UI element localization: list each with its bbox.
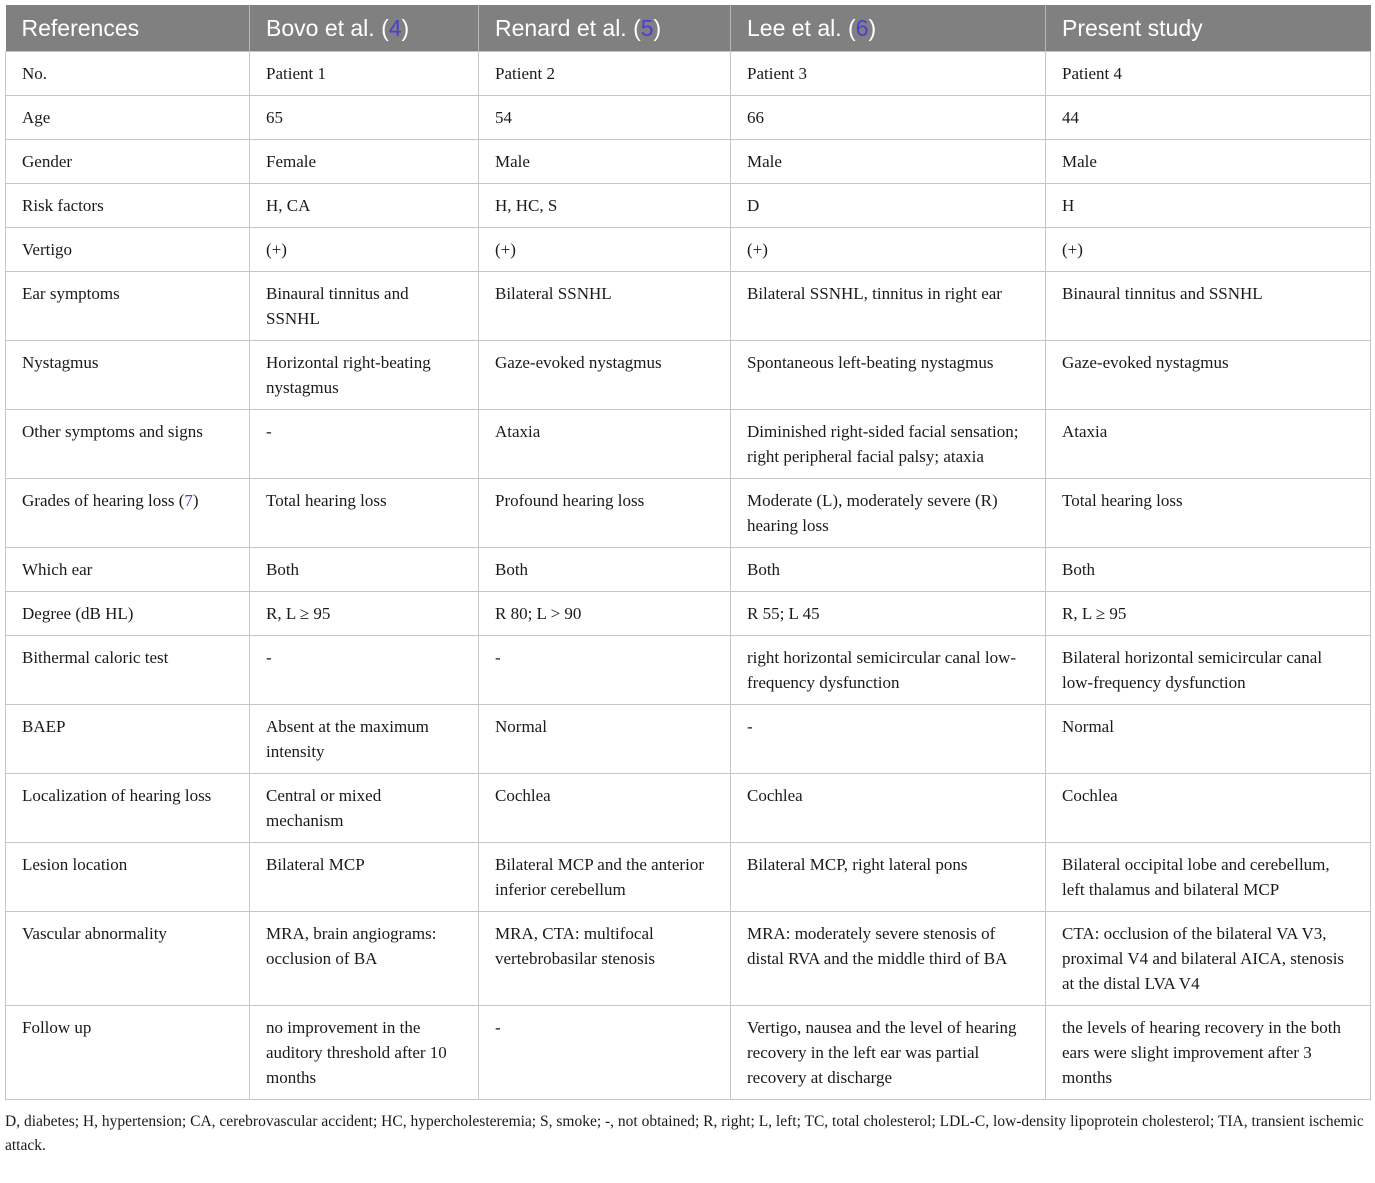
table-cell: Bilateral SSNHL, tinnitus in right ear: [731, 272, 1046, 341]
table-cell: CTA: occlusion of the bilateral VA V3, proximal V4 and bilateral AICA, stenosis at the distal LVA V4: [1046, 912, 1371, 1006]
table-row: [6, 52, 1371, 96]
table-cell: -: [250, 410, 479, 479]
table-cell: (+): [731, 228, 1046, 272]
table-cell: Cochlea: [1046, 774, 1371, 843]
case-comparison-table: [5, 5, 1371, 1100]
table-cell: Horizontal right-beating nystagmus: [250, 341, 479, 410]
row-label: Follow up: [6, 1006, 250, 1100]
table-cell: (+): [250, 228, 479, 272]
table-cell: R 55; L 45: [731, 592, 1046, 636]
table-cell: Patient 3: [731, 52, 1046, 96]
row-label: Degree (dB HL): [6, 592, 250, 636]
table-cell: Bilateral horizontal semicircular canal low-frequency dysfunction: [1046, 636, 1371, 705]
row-label: Ear symptoms: [6, 272, 250, 341]
table-cell: Ataxia: [479, 410, 731, 479]
grades-label: Grades of hearing loss (: [22, 491, 185, 510]
row-label: Lesion location: [6, 843, 250, 912]
row-label: Risk factors: [6, 184, 250, 228]
table-cell: Moderate (L), moderately severe (R) hearing loss: [731, 479, 1046, 548]
table-cell: Bilateral MCP, right lateral pons: [731, 843, 1046, 912]
table-cell: Binaural tinnitus and SSNHL: [250, 272, 479, 341]
lee-close-paren: ): [868, 14, 877, 41]
table-container: [5, 5, 1370, 1158]
header-lee: [731, 5, 1046, 52]
table-cell: MRA, brain angiograms: occlusion of BA: [250, 912, 479, 1006]
row-label-grades: [6, 479, 250, 548]
table-row: [6, 140, 1371, 184]
table-row: [6, 774, 1371, 843]
table-cell: 54: [479, 96, 731, 140]
table-cell: Both: [479, 548, 731, 592]
grades-close-paren: ): [192, 491, 199, 510]
row-label: No.: [6, 52, 250, 96]
row-label: Vascular abnormality: [6, 912, 250, 1006]
table-row: [6, 1006, 1371, 1100]
lee-citation-link[interactable]: 6: [855, 14, 869, 41]
row-label: Which ear: [6, 548, 250, 592]
bovo-citation-link[interactable]: 4: [388, 14, 402, 41]
table-cell: Male: [731, 140, 1046, 184]
table-cell: H, HC, S: [479, 184, 731, 228]
table-cell: D: [731, 184, 1046, 228]
table-row: [6, 912, 1371, 1006]
table-row: [6, 636, 1371, 705]
renard-citation-link[interactable]: 5: [640, 14, 654, 41]
row-label: Bithermal caloric test: [6, 636, 250, 705]
table-cell: -: [731, 705, 1046, 774]
bovo-close-paren: ): [401, 14, 410, 41]
table-cell: Gaze-evoked nystagmus: [1046, 341, 1371, 410]
table-header-row: [6, 5, 1371, 52]
table-cell: 65: [250, 96, 479, 140]
table-cell: -: [250, 636, 479, 705]
table-footnote: D, diabetes; H, hypertension; CA, cerebrovascular accident; HC, hypercholesteremia; S, smoke; -, not obtained; R, right; L, left; TC, total cholesterol; LDL-C, low-density lipoprotein cholesterol; TIA, transient ischemic attack.: [5, 1113, 1364, 1154]
header-renard: [479, 5, 731, 52]
table-cell: Female: [250, 140, 479, 184]
table-cell: Absent at the maximum intensity: [250, 705, 479, 774]
table-cell: 66: [731, 96, 1046, 140]
table-cell: Bilateral MCP and the anterior inferior cerebellum: [479, 843, 731, 912]
table-cell: Bilateral SSNHL: [479, 272, 731, 341]
header-references: [6, 5, 250, 52]
table-cell: Vertigo, nausea and the level of hearing recovery in the left ear was partial recovery at discharge: [731, 1006, 1046, 1100]
table-cell: Cochlea: [479, 774, 731, 843]
row-label: BAEP: [6, 705, 250, 774]
table-cell: R, L ≥ 95: [1046, 592, 1371, 636]
table-cell: Gaze-evoked nystagmus: [479, 341, 731, 410]
header-present-label: Present study: [1062, 14, 1203, 41]
table-cell: Bilateral occipital lobe and cerebellum, left thalamus and bilateral MCP: [1046, 843, 1371, 912]
table-row: [6, 705, 1371, 774]
table-row: [6, 592, 1371, 636]
table-cell: Spontaneous left-beating nystagmus: [731, 341, 1046, 410]
table-cell: right horizontal semicircular canal low-frequency dysfunction: [731, 636, 1046, 705]
table-cell: Male: [479, 140, 731, 184]
table-row: [6, 410, 1371, 479]
row-label: Other symptoms and signs: [6, 410, 250, 479]
table-cell: MRA: moderately severe stenosis of distal RVA and the middle third of BA: [731, 912, 1046, 1006]
table-cell: Total hearing loss: [250, 479, 479, 548]
table-cell: Patient 1: [250, 52, 479, 96]
table-row: [6, 228, 1371, 272]
table-row: [6, 184, 1371, 228]
table-cell: (+): [479, 228, 731, 272]
table-cell: Both: [1046, 548, 1371, 592]
table-cell: Total hearing loss: [1046, 479, 1371, 548]
table-row: [6, 341, 1371, 410]
grades-citation-link[interactable]: 7: [184, 491, 193, 510]
table-cell: Central or mixed mechanism: [250, 774, 479, 843]
header-bovo-label: Bovo et al. (: [266, 14, 389, 41]
table-cell: 44: [1046, 96, 1371, 140]
table-cell: (+): [1046, 228, 1371, 272]
table-cell: Patient 2: [479, 52, 731, 96]
table-cell: Bilateral MCP: [250, 843, 479, 912]
row-label: Nystagmus: [6, 341, 250, 410]
table-cell: Both: [250, 548, 479, 592]
table-row: [6, 272, 1371, 341]
table-cell: H: [1046, 184, 1371, 228]
row-label: Gender: [6, 140, 250, 184]
header-renard-label: Renard et al. (: [495, 14, 641, 41]
table-cell: Cochlea: [731, 774, 1046, 843]
table-cell: H, CA: [250, 184, 479, 228]
table-cell: Binaural tinnitus and SSNHL: [1046, 272, 1371, 341]
header-references-label: References: [21, 14, 140, 41]
table-cell: -: [479, 1006, 731, 1100]
table-cell: R 80; L > 90: [479, 592, 731, 636]
renard-close-paren: ): [653, 14, 662, 41]
header-present-study: [1046, 5, 1371, 52]
table-cell: Ataxia: [1046, 410, 1371, 479]
table-cell: Normal: [1046, 705, 1371, 774]
table-cell: -: [479, 636, 731, 705]
row-label: Localization of hearing loss: [6, 774, 250, 843]
table-cell: Normal: [479, 705, 731, 774]
table-row: [6, 548, 1371, 592]
header-lee-label: Lee et al. (: [747, 14, 856, 41]
table-cell: R, L ≥ 95: [250, 592, 479, 636]
table-row: [6, 479, 1371, 548]
table-cell: Both: [731, 548, 1046, 592]
table-row: [6, 843, 1371, 912]
table-cell: MRA, CTA: multifocal vertebrobasilar stenosis: [479, 912, 731, 1006]
table-cell: Diminished right-sided facial sensation; right peripheral facial palsy; ataxia: [731, 410, 1046, 479]
table-cell: Patient 4: [1046, 52, 1371, 96]
table-cell: Male: [1046, 140, 1371, 184]
table-cell: Profound hearing loss: [479, 479, 731, 548]
table-cell: the levels of hearing recovery in the both ears were slight improvement after 3 months: [1046, 1006, 1371, 1100]
row-label: Age: [6, 96, 250, 140]
table-cell: no improvement in the auditory threshold after 10 months: [250, 1006, 479, 1100]
table-row: [6, 96, 1371, 140]
row-label: Vertigo: [6, 228, 250, 272]
header-bovo: [250, 5, 479, 52]
